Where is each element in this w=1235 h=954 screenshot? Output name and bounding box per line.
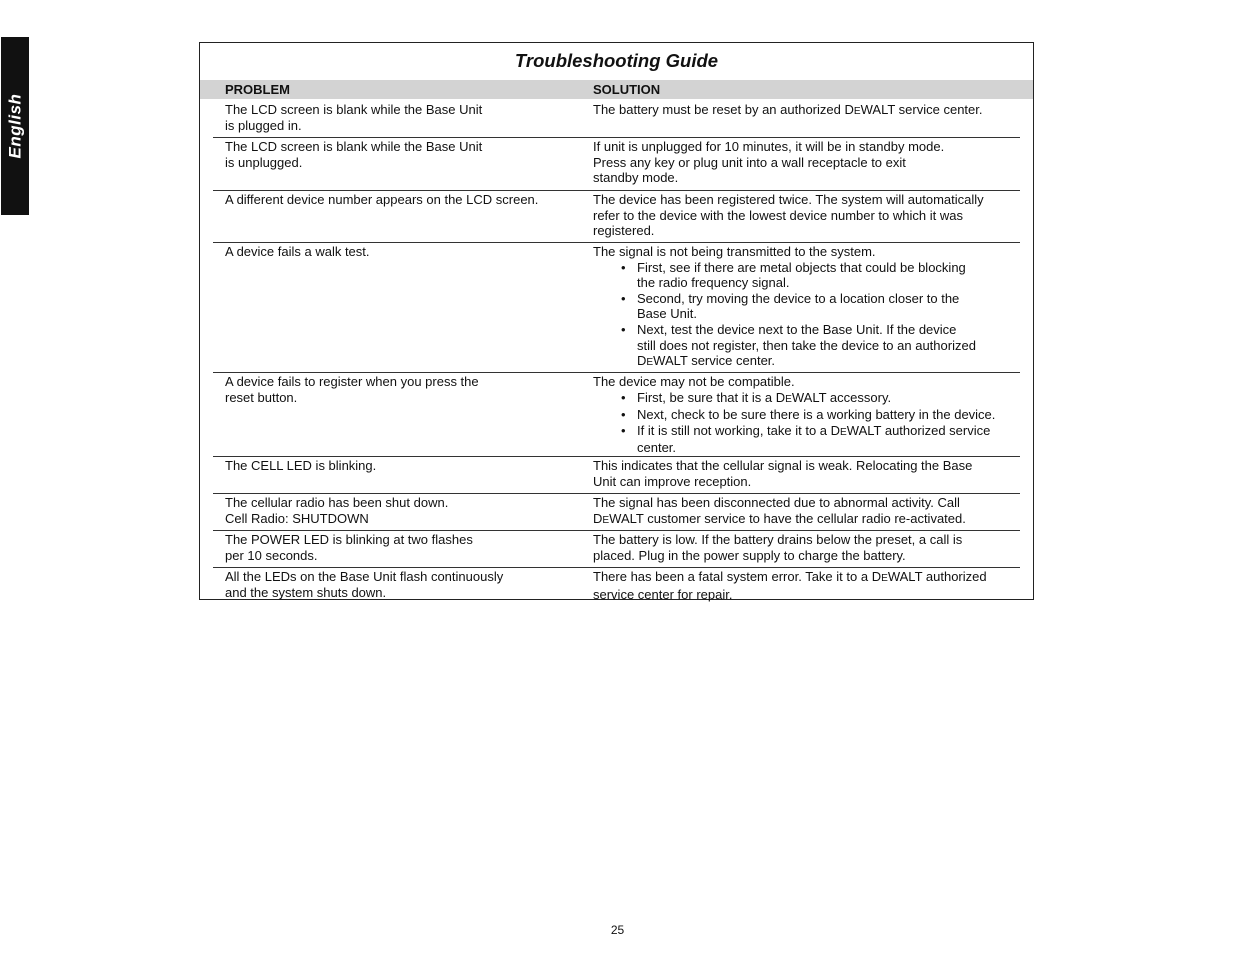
table-row xyxy=(213,191,1020,243)
bullet-line xyxy=(593,407,1033,423)
bullet-text: still does not register, then take the device to an authorized xyxy=(637,337,976,353)
solution-line: There has been a fatal system error. Take it to a DEWALT authorized xyxy=(593,569,987,584)
bullet-text: the radio frequency signal. xyxy=(637,275,790,291)
solution-line: placed. Plug in the power supply to charge the battery. xyxy=(593,547,906,563)
solution-line: registered. xyxy=(593,223,655,239)
table-row xyxy=(213,531,1020,568)
bullet-text: First, see if there are metal objects that could be blocking xyxy=(637,259,966,275)
solution-line: The device may not be compatible. xyxy=(593,374,795,389)
solution-line: standby mode. xyxy=(593,170,679,186)
problem-line: The CELL LED is blinking. xyxy=(225,458,377,473)
bullet-line xyxy=(593,275,1033,291)
problem-cell xyxy=(225,102,575,133)
problem-line: and the system shuts down. xyxy=(225,584,387,600)
solution-line: Press any key or plug unit into a wall receptacle to exit xyxy=(593,154,906,170)
bullet-text: DEWALT service center. xyxy=(637,353,776,369)
problem-line: The LCD screen is blank while the Base Unit xyxy=(225,139,483,154)
problem-cell xyxy=(225,532,575,563)
solution-line: service center for repair. xyxy=(593,586,733,602)
table-row xyxy=(213,101,1020,138)
table-row xyxy=(213,457,1020,494)
bullet-line xyxy=(593,353,1033,371)
troubleshooting-guide xyxy=(199,42,1034,600)
bullet-icon: • xyxy=(621,407,626,423)
solution-line: The device has been registered twice. The system will automatically xyxy=(593,192,984,207)
bullet-icon: • xyxy=(621,389,626,405)
problem-cell xyxy=(225,139,575,170)
problem-cell xyxy=(225,495,575,526)
bullet-line xyxy=(593,291,1033,307)
solution-cell xyxy=(593,532,1033,563)
problem-cell xyxy=(225,569,575,600)
table-row xyxy=(213,243,1020,373)
solution-cell xyxy=(593,374,1033,456)
page-number: 25 xyxy=(610,923,625,937)
bullet-text: Next, check to be sure there is a working battery in the device. xyxy=(637,407,996,423)
solution-cell xyxy=(593,569,1033,602)
problem-line: All the LEDs on the Base Unit flash continuously xyxy=(225,569,504,584)
bullet-icon: • xyxy=(621,422,626,438)
language-tab xyxy=(1,37,29,215)
bullet-line xyxy=(593,423,1033,441)
problem-line: A different device number appears on the LCD screen. xyxy=(225,192,539,207)
bullet-line xyxy=(593,338,1033,354)
table-row xyxy=(213,568,1020,604)
solution-line: This indicates that the cellular signal is weak. Relocating the Base xyxy=(593,458,973,473)
bullet-text: Second, try moving the device to a location closer to the xyxy=(637,290,960,306)
solution-cell xyxy=(593,244,1033,371)
problem-cell xyxy=(225,374,575,405)
language-tab-label: English xyxy=(5,93,24,159)
solution-line: The signal has been disconnected due to abnormal activity. Call xyxy=(593,495,960,510)
table-row xyxy=(213,373,1020,457)
problem-line: A device fails a walk test. xyxy=(225,244,370,259)
header-solution: SOLUTION xyxy=(593,82,661,97)
bullet-line xyxy=(593,306,1033,322)
bullet-icon: • xyxy=(621,321,626,337)
solution-cell xyxy=(593,102,1033,120)
bullet-line xyxy=(593,260,1033,276)
bullet-text: If it is still not working, take it to a DEWALT authorized service xyxy=(637,422,991,438)
bullet-icon: • xyxy=(621,290,626,306)
problem-line: The POWER LED is blinking at two flashes xyxy=(225,532,473,547)
table-row xyxy=(213,494,1020,531)
bullet-text: Next, test the device next to the Base Unit. If the device xyxy=(637,321,957,337)
solution-cell xyxy=(593,192,1033,239)
solution-cell xyxy=(593,139,1033,186)
solution-line: The battery is low. If the battery drains below the preset, a call is xyxy=(593,532,963,547)
problem-cell xyxy=(225,192,575,208)
solution-line: DEWALT customer service to have the cellular radio re-activated. xyxy=(593,510,966,526)
problem-line: is plugged in. xyxy=(225,117,302,133)
solution-line: The signal is not being transmitted to the system. xyxy=(593,244,876,259)
solution-line: Unit can improve reception. xyxy=(593,473,752,489)
table-header xyxy=(200,80,1033,99)
solution-line: The battery must be reset by an authorized DEWALT service center. xyxy=(593,102,983,117)
problem-line: A device fails to register when you press the xyxy=(225,374,479,389)
bullet-line xyxy=(593,322,1033,338)
bullet-line xyxy=(593,440,1033,456)
solution-line: If unit is unplugged for 10 minutes, it will be in standby mode. xyxy=(593,139,945,154)
bullet-line xyxy=(593,390,1033,408)
solution-cell xyxy=(593,495,1033,528)
solution-cell xyxy=(593,458,1033,489)
problem-line: reset button. xyxy=(225,389,298,405)
problem-line: Cell Radio: SHUTDOWN xyxy=(225,510,369,526)
bullet-icon: • xyxy=(621,259,626,275)
problem-cell xyxy=(225,458,575,474)
guide-title: Troubleshooting Guide xyxy=(514,50,719,71)
problem-line: per 10 seconds. xyxy=(225,547,318,563)
problem-line: The cellular radio has been shut down. xyxy=(225,495,449,510)
problem-line: is unplugged. xyxy=(225,154,303,170)
problem-cell xyxy=(225,244,575,260)
header-problem: PROBLEM xyxy=(225,82,290,97)
bullet-text: First, be sure that it is a DEWALT accessory. xyxy=(637,389,892,405)
table-body xyxy=(213,101,1020,604)
bullet-text: Base Unit. xyxy=(637,306,697,322)
problem-line: The LCD screen is blank while the Base Unit xyxy=(225,102,483,117)
table-row xyxy=(213,138,1020,191)
bullet-text: center. xyxy=(637,440,677,456)
solution-line: refer to the device with the lowest device number to which it was xyxy=(593,207,963,223)
